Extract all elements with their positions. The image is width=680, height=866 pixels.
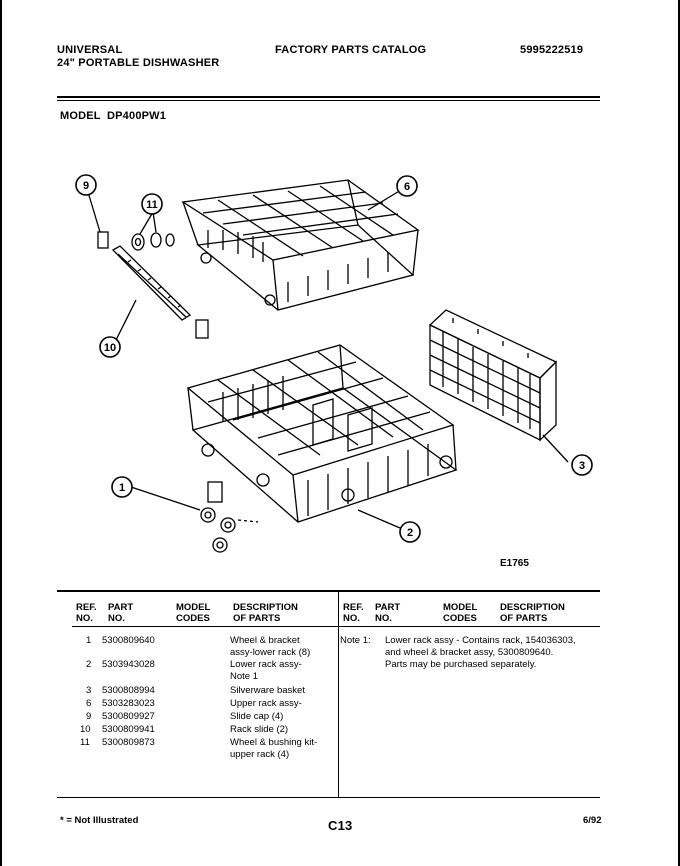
part-no: 5300809640 <box>102 635 155 646</box>
wheel-bracket-drawing <box>201 482 258 552</box>
col-desc-header: DESCRIPTION OF PARTS <box>233 602 298 624</box>
catalog-title: FACTORY PARTS CATALOG <box>275 44 427 56</box>
ref-no: 2 <box>86 659 92 670</box>
page-code: C13 <box>328 818 353 833</box>
part-no: 5300809873 <box>102 737 155 748</box>
ref-no: 6 <box>86 698 92 709</box>
description-cont: Note 1 <box>230 671 258 682</box>
description: Lower rack assy- <box>230 659 302 670</box>
callout-1 <box>112 477 132 497</box>
table-bottom-rule <box>57 797 600 798</box>
ref-no: 1 <box>86 635 92 646</box>
col-ref-header: REF. NO. <box>76 602 97 624</box>
col-model-header-right: MODEL CODES <box>443 602 478 624</box>
description: Wheel & bracket <box>230 635 300 646</box>
table-header-rule <box>72 626 600 627</box>
ref-no: 10 <box>80 724 91 735</box>
print-date: 6/92 <box>583 815 602 826</box>
part-no: 5303943028 <box>102 659 155 670</box>
svg-text:9: 9 <box>82 180 90 192</box>
callout-10 <box>100 337 120 357</box>
callout-11 <box>142 194 162 214</box>
description: Slide cap (4) <box>230 711 284 722</box>
part-no: 5300809927 <box>102 711 155 722</box>
catalog-number: 5995222519 <box>520 44 584 56</box>
not-illustrated-legend: * = Not Illustrated <box>60 815 139 826</box>
col-desc-header-right: DESCRIPTION OF PARTS <box>500 602 565 624</box>
note-line: Parts may be purchased separately. <box>385 659 537 670</box>
description: Upper rack assy- <box>230 698 302 709</box>
slide-cap-drawing <box>98 232 108 248</box>
parts-diagram <box>58 150 598 580</box>
model-value: DP400PW1 <box>107 110 167 122</box>
part-no: 5303283023 <box>102 698 155 709</box>
svg-text:3: 3 <box>578 460 586 472</box>
svg-text:1: 1 <box>118 482 126 494</box>
lower-rack-drawing <box>188 345 456 522</box>
callout-2 <box>400 522 420 542</box>
ref-no: 11 <box>80 737 90 748</box>
note-line: Lower rack assy - Contains rack, 154036303, <box>385 635 576 646</box>
part-no: 5300808994 <box>102 685 155 696</box>
callout-6 <box>397 176 417 196</box>
col-part-header: PART NO. <box>108 602 134 624</box>
col-part-header-right: PART NO. <box>375 602 401 624</box>
callout-3 <box>572 455 592 475</box>
header-rule-thin <box>57 100 600 101</box>
silverware-basket-drawing <box>430 310 556 440</box>
col-model-header: MODEL CODES <box>176 602 211 624</box>
col-ref-header-right: REF. NO. <box>343 602 364 624</box>
rack-slide-drawing <box>113 246 190 320</box>
svg-text:2: 2 <box>406 527 414 539</box>
description: Wheel & bushing kit- <box>230 737 318 748</box>
description: Rack slide (2) <box>230 724 289 735</box>
product-name: 24" PORTABLE DISHWASHER <box>57 57 220 69</box>
part-no: 5300809941 <box>102 724 155 735</box>
callout-9 <box>76 175 96 195</box>
description: Silverware basket <box>230 685 305 696</box>
model-label: MODEL <box>60 110 101 122</box>
svg-text:6: 6 <box>403 181 411 193</box>
brand-name: UNIVERSAL <box>57 44 123 56</box>
header-rule-thick <box>57 96 600 98</box>
note-label: Note 1: <box>340 635 371 646</box>
description-cont: upper rack (4) <box>230 749 290 760</box>
table-divider <box>338 592 339 797</box>
svg-text:11: 11 <box>146 199 158 211</box>
upper-rack-drawing <box>183 180 418 310</box>
table-top-rule <box>57 590 600 592</box>
figure-id: E1765 <box>500 558 529 569</box>
wheel-bushing-drawing <box>132 233 174 250</box>
ref-no: 3 <box>86 685 92 696</box>
ref-no: 9 <box>86 711 92 722</box>
svg-text:10: 10 <box>103 342 117 354</box>
note-line: and wheel & bracket assy, 5300809640. <box>385 647 554 658</box>
description-cont: assy-lower rack (8) <box>230 647 311 658</box>
